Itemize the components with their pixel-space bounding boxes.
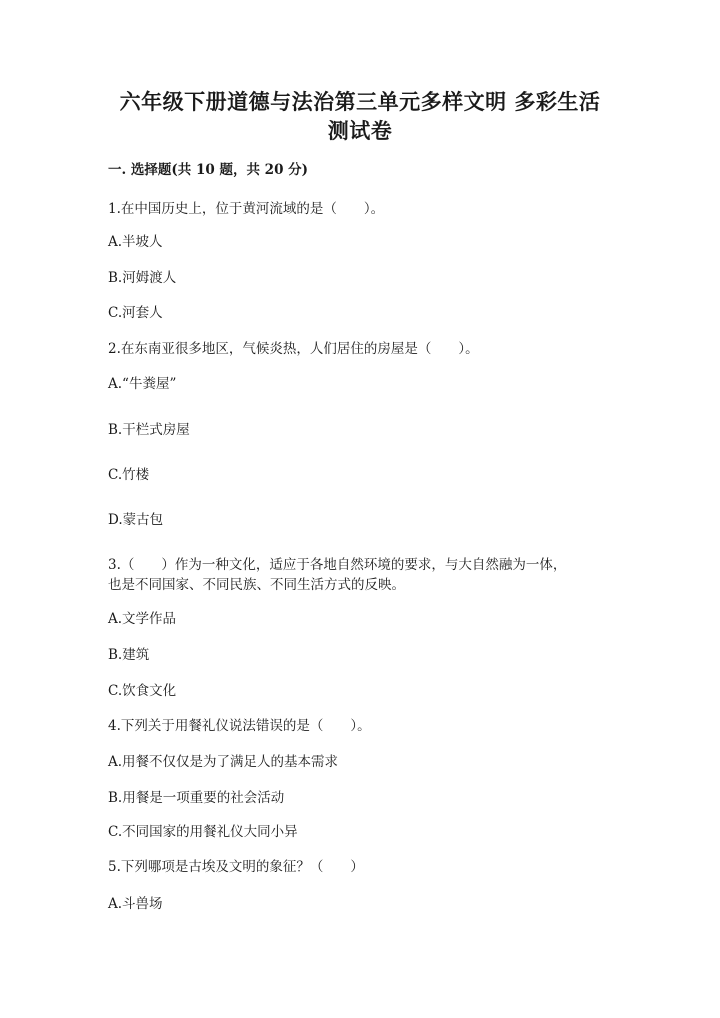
question-3-option-a: A.文学作品 (108, 611, 177, 627)
question-4-option-b: B.用餐是一项重要的社会活动 (108, 790, 285, 806)
document-title-line-1: 六年级下册道德与法治第三单元多样文明 多彩生活 (119, 89, 601, 114)
question-2-option-c: C.竹楼 (108, 467, 150, 483)
question-3-option-b: B.建筑 (108, 647, 150, 663)
question-1-option-b: B.河姆渡人 (108, 270, 177, 286)
question-4-stem: 4.下列关于用餐礼仪说法错误的是（ ）。 (108, 718, 371, 734)
question-1-option-c: C.河套人 (108, 305, 163, 321)
question-3-stem-line-2: 也是不同国家、不同民族、不同生活方式的反映。 (108, 577, 405, 593)
question-2-stem: 2.在东南亚很多地区，气候炎热，人们居住的房屋是（ ）。 (108, 341, 479, 357)
question-4-option-a: A.用餐不仅仅是为了满足人的基本需求 (108, 754, 339, 770)
question-4-option-c: C.不同国家的用餐礼仪大同小异 (108, 824, 298, 840)
question-1-option-a: A.半坡人 (108, 234, 163, 250)
section-heading: 一. 选择题(共 10 题，共 20 分) (108, 162, 309, 178)
question-2-option-b: B.干栏式房屋 (108, 422, 190, 438)
question-5-stem: 5.下列哪项是古埃及文明的象征？（ ） (108, 859, 364, 875)
question-3-option-c: C.饮食文化 (108, 683, 177, 699)
question-1-stem: 1.在中国历史上，位于黄河流域的是（ ）。 (108, 201, 385, 217)
question-2-option-a: A.“牛粪屋” (108, 376, 177, 392)
document-title-line-2: 测试卷 (327, 118, 393, 143)
question-2-option-d: D.蒙古包 (108, 512, 164, 528)
question-5-option-a: A.斗兽场 (108, 896, 163, 912)
question-3-stem-line-1: 3.（ ）作为一种文化，适应于各地自然环境的要求，与大自然融为一体， (108, 557, 567, 573)
